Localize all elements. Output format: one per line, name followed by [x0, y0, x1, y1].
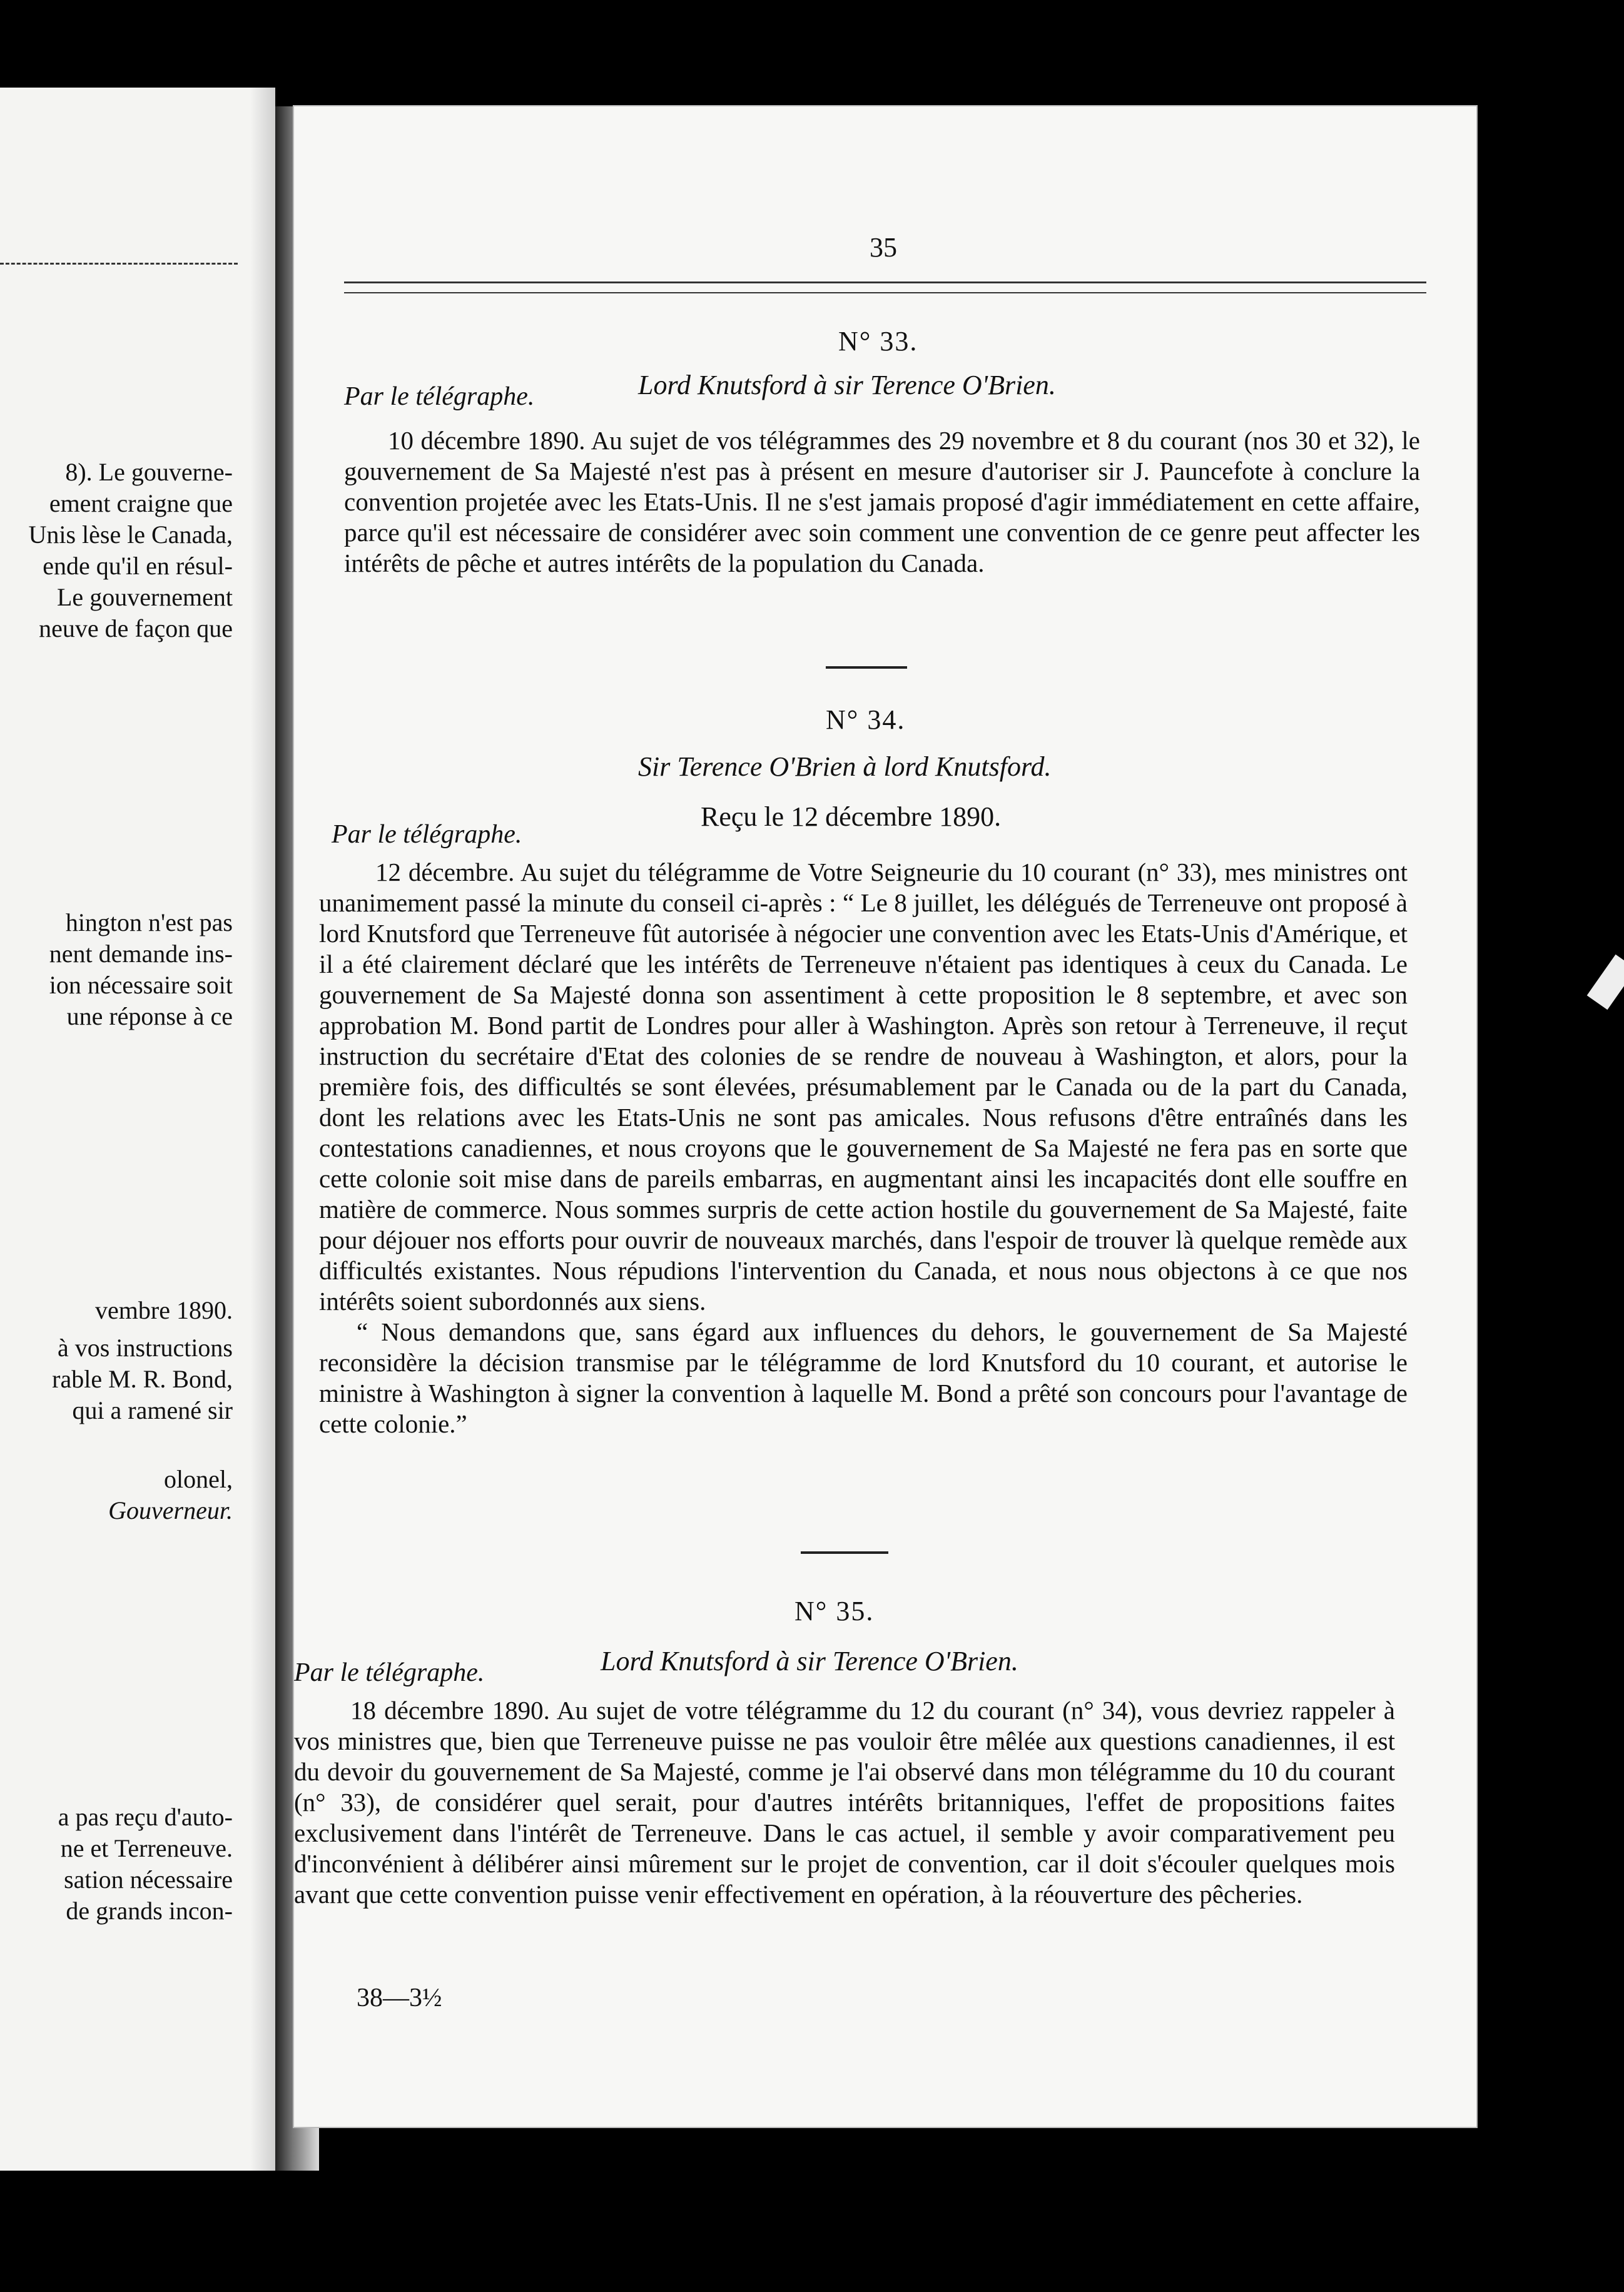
- transmission-mode: Par le télégraphe.: [294, 1658, 485, 1687]
- signature-mark: 38—3½: [357, 1984, 442, 2012]
- left-text-line: Unis lèse le Canada,: [28, 520, 233, 549]
- section-number: N° 34.: [826, 704, 906, 735]
- left-text-line: ement craigne que: [49, 489, 233, 517]
- paragraph: 12 décembre. Au sujet du télégramme de Votre Seigneurie du 10 courant (n° 33), mes ministres ont unanimement passé la minute du conseil ci-après : “ Le 8 juillet, les délégués de Terreneuve ont proposé à lord Knutsford que Terreneuve fût autorisée à négocier une convention avec les Etats-Unis d'Amérique, et il a été clairement déclaré que les intérêts de Terreneuve n'étaient pas identiques à ceux du Canada. Le gouvernement de Sa Majesté donna son assentiment à cette proposition le 8 septembre, et avec son approbation M. Bond partit de Londres pour aller à Washington. Après son retour à Terreneuve, il reçut instruction du secrétaire d'Etat des colonies de se rendre de nouveau à Washington, et alors, pour la première fois, des difficultés se sont élevées, présumablement par le Canada ou de la part du Canada, dont les relations avec les Etats-Unis ne sont pas amicales. Nous refusons d'être entraînés dans les contestations canadiennes, et nous croyons que le gouvernement de Sa Majesté ne fera pas en sorte que cette colonie soit mise dans de pareils embarras, en augmentant ainsi les incapacités dont elle souffre en matière de commerce. Nous sommes surpris de cette action hostile du gouvernement de Sa Majesté, faite pour déjouer nos efforts pour ouvrir de nouveaux marchés, dans l'espoir de trouver là quelque remède aux difficultés existantes. Nous répudions l'intervention du Canada, et nous nous objectons à ce que nos intérêts soient subordonnés aux siens.: [319, 858, 1408, 1316]
- left-page-gutter: [250, 88, 275, 2171]
- left-text-line: ende qu'il en résul-: [43, 552, 233, 580]
- transmission-mode: Par le télégraphe.: [344, 382, 535, 411]
- section-number: N° 33.: [838, 326, 918, 357]
- left-text-line: 8). Le gouverne-: [65, 458, 233, 486]
- left-text-line: hington n'est pas: [65, 908, 233, 936]
- left-text-line: ion nécessaire soit: [49, 971, 233, 999]
- message-body: [319, 857, 1408, 1439]
- scan-artifact: [1587, 955, 1624, 1010]
- left-text-line: vembre 1890.: [95, 1296, 233, 1324]
- message-body: [294, 1695, 1395, 1910]
- left-text-line: une réponse à ce: [66, 1002, 233, 1030]
- page-number: 35: [870, 232, 897, 263]
- message-header: Sir Terence O'Brien à lord Knutsford.: [638, 751, 1052, 782]
- paragraph: “ Nous demandons que, sans égard aux influences du dehors, le gouvernement de Sa Majesté reconsidère la décision transmise par le télégramme de lord Knutsford du 10 courant, et autorise le ministre à Washington à signer la convention à laquelle M. Bond a prêté son concours pour l'avantage de cette colonie.”: [319, 1317, 1408, 1438]
- left-signature-line: Gouverneur.: [108, 1496, 233, 1524]
- message-body: [344, 425, 1420, 579]
- left-text-line: qui a ramené sir: [72, 1396, 233, 1424]
- header-double-rule: [344, 281, 1426, 293]
- paragraph: 18 décembre 1890. Au sujet de votre télégramme du 12 du courant (n° 34), vous devriez rappeler à vos ministres que, bien que Terreneuve puisse ne pas vouloir être mêlée aux questions canadiennes, il est du devoir du gouvernement de Sa Majesté, comme je l'ai observé dans mon télégramme du 10 du courant (n° 33), de considérer quel serait, pour d'autres intérêts britanniques, l'effet de propositions faites exclusivement dans l'intérêt de Terreneuve. Dans le cas actuel, il semble y avoir comparativement peu d'inconvénient à délibérer ainsi mûrement sur le projet de convention, car il doit s'écouler quelques mois avant que cette convention puisse venir effectivement en opération, à la réouverture des pêcheries.: [294, 1696, 1395, 1909]
- section-separator: [801, 1551, 888, 1554]
- message-header: Lord Knutsford à sir Terence O'Brien.: [601, 1646, 1018, 1676]
- left-text-line: ne et Terreneuve.: [60, 1834, 233, 1862]
- left-text-line: de grands incon-: [66, 1897, 233, 1925]
- section-number: N° 35.: [794, 1596, 875, 1626]
- paragraph: 10 décembre 1890. Au sujet de vos télégrammes des 29 novembre et 8 du courant (nos 30 et 32), le gouvernement de Sa Majesté n'est pas à présent en mesure d'autoriser sir J. Pauncefote à conclure la convention projetée avec les Etats-Unis. Il ne s'est jamais proposé d'agir immédiatement en cette affaire, parce qu'il est nécessaire de considérer avec soin comment une convention de ce genre peut affecter les intérêts de pêche et autres intérêts de la population du Canada.: [344, 426, 1420, 577]
- left-text-line: rable M. R. Bond,: [52, 1365, 233, 1393]
- document-page: [294, 106, 1476, 2127]
- left-text-line: neuve de façon que: [39, 614, 233, 642]
- left-page-rule: [0, 263, 238, 265]
- left-text-line: olonel,: [164, 1465, 233, 1493]
- left-text-line: a pas reçu d'auto-: [58, 1803, 233, 1831]
- transmission-mode: Par le télégraphe.: [332, 820, 522, 849]
- left-text-line: à vos instructions: [58, 1334, 233, 1362]
- left-text-line: nent demande ins-: [49, 940, 233, 968]
- left-text-line: sation nécessaire: [64, 1865, 233, 1894]
- message-header: Lord Knutsford à sir Terence O'Brien.: [638, 370, 1056, 400]
- section-separator: [826, 666, 907, 669]
- received-date: Reçu le 12 décembre 1890.: [701, 801, 1002, 832]
- left-text-line: Le gouvernement: [57, 583, 233, 611]
- left-page-fragment: [0, 88, 275, 2171]
